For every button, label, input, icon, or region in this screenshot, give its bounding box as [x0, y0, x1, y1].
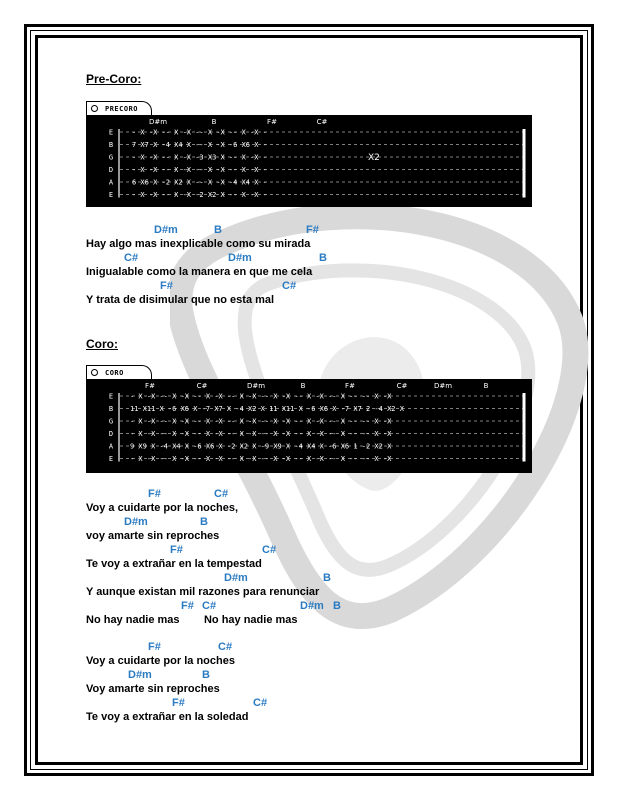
tab-string-name: G	[108, 153, 114, 162]
tab-fret-row: 11 X11 X -6 X6 X -7 X7 X -4 X2 X 11 X11 X -6 X6 X -7 X7 2 -4 X2 X	[130, 405, 404, 413]
chord-label: C#	[253, 697, 268, 709]
chord-label: D#m	[224, 572, 248, 584]
tab-chord-name: B	[300, 382, 306, 390]
tab-fret-row: - X -X -- X -X -2 X2 X -- X -X -	[132, 191, 267, 199]
tab-string-name: D	[108, 430, 114, 438]
chord-label: F#	[306, 224, 319, 236]
chord-label: F#	[148, 488, 161, 500]
chord-label: D#m	[124, 516, 148, 528]
tab-string-name: E	[108, 392, 114, 401]
chord-label: F#	[170, 544, 183, 556]
chord-label: F#	[148, 641, 161, 653]
lyric-line: Hay algo mas inexplicable como su mirada	[86, 238, 311, 250]
chord-label: B	[319, 252, 327, 264]
chord-label: C#	[124, 252, 139, 264]
tab-fret-row: - X -X -- X -X -- X -X -- X -X -- X -X -- X -X -- X -- -- X -X	[130, 417, 392, 426]
chord-label: C#	[282, 280, 297, 292]
tab-fret-row: - X -X -- X -X -- X -X -- X -X -- X -X -- X -X -- X -- -- X -X	[130, 430, 392, 438]
tab-fret-row: - X -X -- X -X -- X -X -- X -X -- X -X -- X -X -- X -- -- X -X	[130, 455, 392, 463]
chord-label: C#	[202, 600, 217, 612]
tab-string-name: E	[108, 128, 114, 137]
lyric-line: Te voy a extrañar en la tempestad	[86, 558, 262, 570]
lyric-line: Te voy a extrañar en la soledad	[86, 711, 249, 723]
chord-label: C#	[214, 488, 229, 500]
tab-chord-name: F#	[345, 382, 355, 390]
tab-fret-row: 7 X7 X -4 X4 X -- X -X -6 X6 X -	[132, 141, 267, 149]
tab-chord-name: C#	[196, 382, 208, 390]
chord-label: B	[214, 224, 222, 236]
lyric-line: Y trata de disimular que no esta mal	[86, 294, 275, 306]
tab-fret-row: - X -X -- X -X -- X -X -- X -X -- X -X -- X -X -- X -- -- X -X	[130, 392, 392, 401]
tab-string-name: B	[108, 405, 114, 413]
tab-label-precoro	[86, 101, 152, 115]
tab-fret-row: 6 X6 X -2 X2 X -- X -X -4 X4 X -	[132, 178, 267, 187]
tablature-coro	[86, 379, 532, 473]
chord-label: B	[333, 600, 341, 612]
section-heading-coro: Coro:	[86, 337, 118, 351]
chord-label: D#m	[128, 669, 152, 681]
tab-label-precoro-text: PRECORO	[105, 105, 139, 113]
chord-label: F#	[181, 600, 194, 612]
tab-chord-name: D#m	[433, 382, 453, 390]
chord-label: D#m	[154, 224, 178, 236]
chord-label: B	[202, 669, 210, 681]
chord-label: D#m	[228, 252, 252, 264]
tab-chord-name: B	[211, 118, 217, 126]
tab-chord-name: C#	[316, 118, 328, 126]
tab-fret-row: 9 X9 X -4 X4 X -6 X6 X -2 X2 X -9 X9 X -4 X4 X -6 X6 1 -2 X2 X	[130, 442, 392, 451]
lyric-line: Voy amarte sin reproches	[86, 683, 220, 695]
chord-label: F#	[172, 697, 185, 709]
tab-label-coro-text: CORO	[105, 369, 124, 377]
tab-string-name: E	[108, 455, 114, 463]
tab-label-coro	[86, 365, 152, 379]
tab-marker-icon	[91, 105, 98, 112]
tab-chord-name: D#m	[148, 118, 168, 126]
lyric-line: Voy a cuidarte por la noches,	[86, 502, 239, 514]
lyric-line: Inigualable como la manera en que me cela	[86, 266, 313, 278]
lyric-line: Voy a cuidarte por la noches	[86, 655, 235, 667]
lyric-line: voy amarte sin reproches	[86, 530, 220, 542]
section-heading-precoro: Pre-Coro:	[86, 72, 142, 86]
tab-fret-row: - X -X -- X -X -- X -X -- X -X -	[132, 128, 267, 137]
tab-string-name: D	[108, 166, 114, 174]
tab-marker-icon	[91, 369, 98, 376]
tab-fret-row: - X -X -- X -X -- X -X -- X -X -	[132, 166, 267, 174]
tab-chord-name: B	[483, 382, 489, 390]
tab-repeat-mark: X2	[368, 153, 380, 163]
tab-string-name: A	[108, 178, 114, 187]
tab-chord-name: D#m	[246, 382, 266, 390]
tab-chord-name: C#	[396, 382, 408, 390]
tab-string-name: A	[108, 442, 114, 451]
chord-label: B	[200, 516, 208, 528]
chord-label: C#	[262, 544, 277, 556]
tab-chord-name: F#	[267, 118, 277, 126]
chord-label: B	[323, 572, 331, 584]
tab-string-name: E	[108, 191, 114, 199]
tab-string-name: G	[108, 417, 114, 426]
tab-chord-name: F#	[145, 382, 155, 390]
chord-label: D#m	[300, 600, 324, 612]
tab-fret-row: - X -X -- X -X -3 X3 X -- X -X -	[132, 153, 267, 162]
tablature-precoro	[86, 115, 532, 207]
chord-label: F#	[160, 280, 173, 292]
chord-label: C#	[218, 641, 233, 653]
tab-string-name: B	[108, 141, 114, 149]
lyric-line: No hay nadie mas No hay nadie mas	[86, 614, 298, 626]
lyric-line: Y aunque existan mil razones para renunciar	[86, 586, 320, 598]
